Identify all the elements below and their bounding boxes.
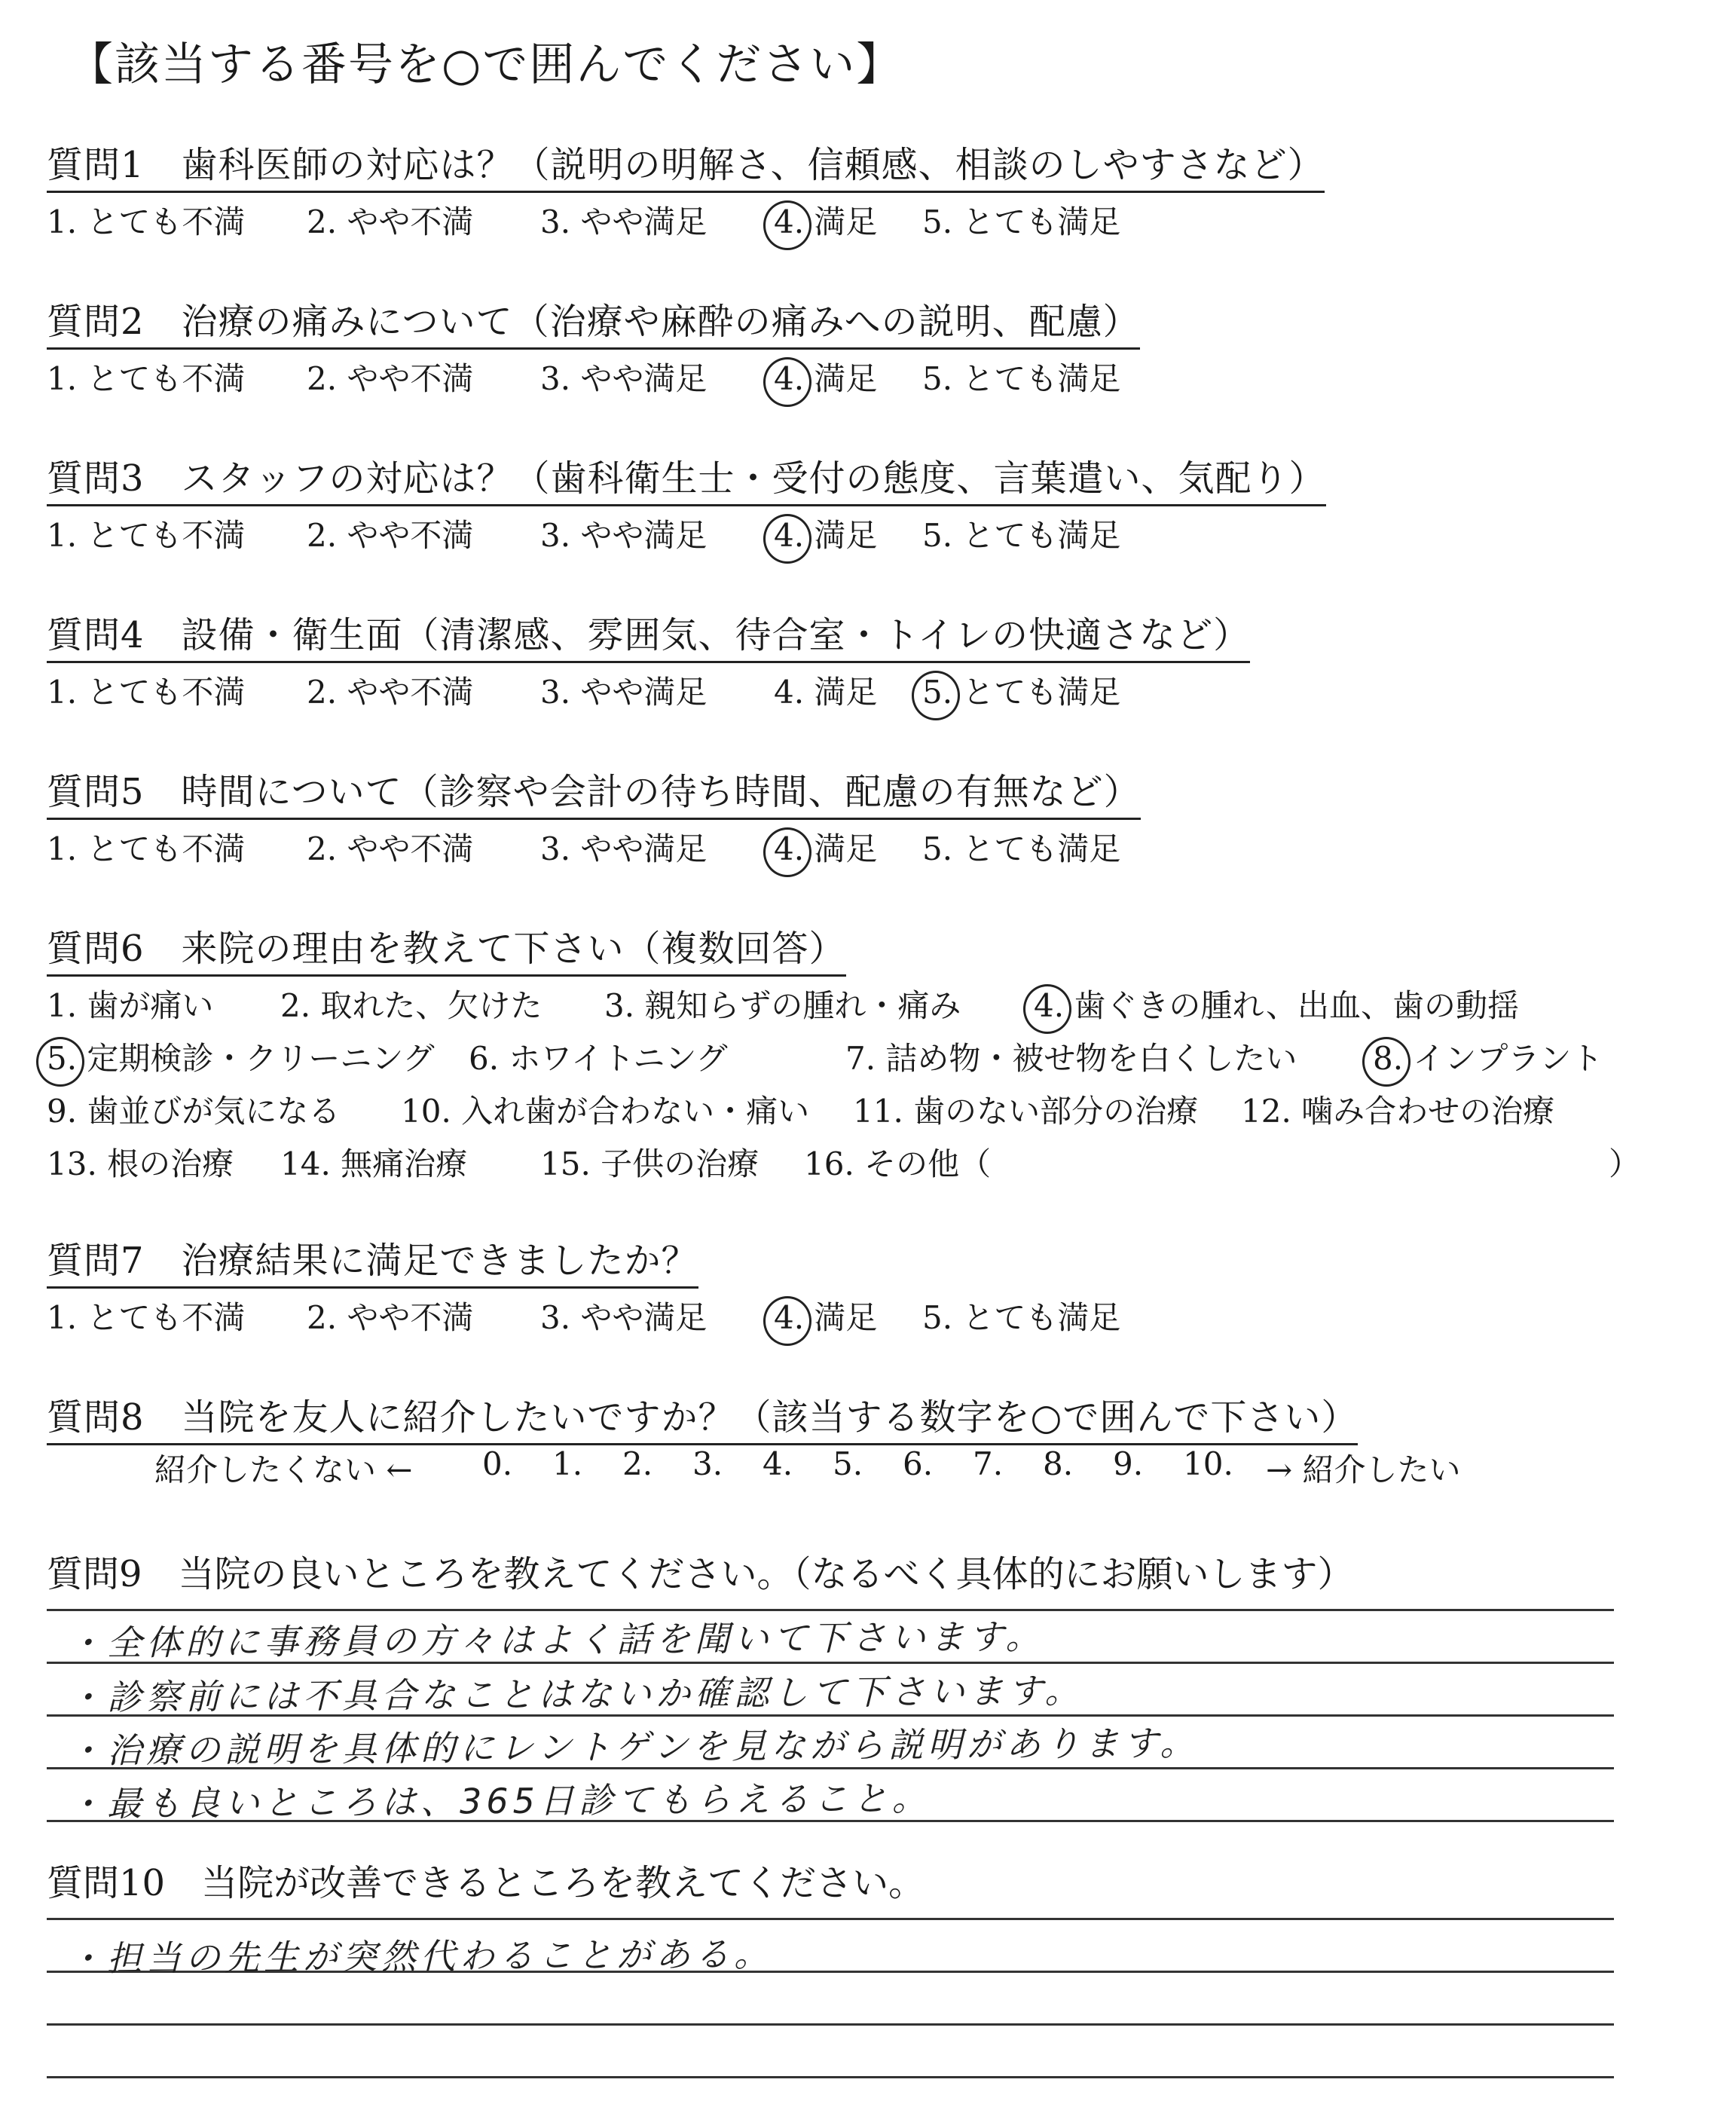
option-number: 5. <box>47 1040 78 1077</box>
q1-option-1[interactable] <box>47 197 245 243</box>
option-label: やや不満 <box>337 1299 474 1336</box>
option-label: 根の治療 <box>96 1145 234 1182</box>
recommend-right-label: → 紹介したい <box>1266 1451 1461 1488</box>
option-label: 歯並びが気になる <box>77 1093 341 1130</box>
q6-option-13[interactable] <box>47 1139 234 1185</box>
option-number: 13. <box>47 1145 97 1182</box>
q2-option-3[interactable] <box>540 354 707 399</box>
option-number: 4. <box>774 674 805 711</box>
answer-line <box>47 2023 1614 2026</box>
q6-option-14[interactable] <box>280 1139 467 1185</box>
option-number: 2. <box>307 360 338 397</box>
other-close-paren: ） <box>1609 1145 1641 1182</box>
q6-option-5[interactable] <box>47 1034 435 1079</box>
option-number: 3. <box>540 517 571 554</box>
question-4-title: 質問4 設備・衛生面（清潔感、雰囲気、待合室・トイレの快適さなど） <box>47 606 1250 663</box>
option-label: とても不満 <box>77 1299 246 1336</box>
q2-option-5[interactable] <box>922 354 1120 399</box>
option-number: 16. <box>804 1145 854 1182</box>
option-number: 2. <box>307 674 338 711</box>
option-label: 詰め物・被せ物を白くしたい <box>876 1040 1297 1077</box>
option-number: 3. <box>540 1299 571 1336</box>
q6-option-6[interactable] <box>469 1034 728 1079</box>
q2-option-1[interactable] <box>47 354 245 399</box>
recommend-score-3[interactable]: 3. <box>692 1445 723 1482</box>
question-8-title: 質問8 当院を友人に紹介したいですか？（該当する数字を○で囲んで下さい） <box>47 1388 1358 1445</box>
q1-option-4[interactable] <box>774 197 877 243</box>
option-number: 2. <box>307 203 338 240</box>
option-number: 2. <box>307 517 338 554</box>
option-label: とても不満 <box>77 360 246 397</box>
option-label: 取れた、欠けた <box>310 987 542 1024</box>
option-number: 1. <box>47 517 78 554</box>
recommend-score-2[interactable]: 2. <box>622 1445 653 1482</box>
option-number: 4. <box>774 203 805 240</box>
option-number: 3. <box>540 830 571 867</box>
option-label: とても不満 <box>77 674 246 711</box>
option-number: 5. <box>922 830 953 867</box>
option-label: 噛み合わせの治療 <box>1291 1093 1555 1130</box>
question-3-title: 質問3 スタッフの対応は？（歯科衛生士・受付の態度、言葉遣い、気配り） <box>47 449 1326 506</box>
option-number: 7. <box>845 1040 876 1077</box>
recommend-score-9[interactable]: 9. <box>1113 1445 1144 1482</box>
question-5-title: 質問5 時間について（診察や会計の待ち時間、配慮の有無など） <box>47 763 1141 820</box>
recommend-left-label: 紹介したくない ← <box>154 1451 413 1488</box>
q6-option-3[interactable] <box>604 981 961 1026</box>
q7-option-2[interactable] <box>307 1293 473 1338</box>
option-label: やや不満 <box>337 360 474 397</box>
option-label: 満足 <box>804 517 878 554</box>
option-label: 定期検診・クリーニング <box>77 1040 435 1077</box>
q1-option-3[interactable] <box>540 197 707 243</box>
option-label: やや満足 <box>570 203 708 240</box>
q6-option-12[interactable] <box>1241 1087 1554 1132</box>
option-label: とても満足 <box>952 830 1121 867</box>
q7-option-4[interactable] <box>774 1293 877 1338</box>
option-label: とても不満 <box>77 830 246 867</box>
option-label: とても満足 <box>952 360 1121 397</box>
option-number: 8. <box>1373 1040 1404 1077</box>
option-number: 5. <box>922 203 953 240</box>
q6-option-15[interactable] <box>540 1139 759 1185</box>
question-9-title: 質問9 当院の良いところを教えてください。（なるべく具体的にお願いします） <box>47 1553 1354 1595</box>
option-number: 1. <box>47 203 78 240</box>
recommend-score-0[interactable]: 0. <box>482 1445 513 1482</box>
option-number: 4. <box>774 360 805 397</box>
option-label: 満足 <box>804 203 878 240</box>
option-label: とても満足 <box>952 1299 1121 1336</box>
option-number: 10. <box>401 1093 451 1130</box>
option-number: 1. <box>47 674 78 711</box>
option-label: とても不満 <box>77 203 246 240</box>
option-number: 3. <box>540 203 571 240</box>
option-label: 子供の治療 <box>590 1145 760 1182</box>
option-label: 歯が痛い <box>77 987 214 1024</box>
option-label: やや満足 <box>570 360 708 397</box>
option-number: 9. <box>47 1093 78 1130</box>
recommend-score-1[interactable]: 1. <box>552 1445 583 1482</box>
option-number: 4. <box>1034 987 1065 1024</box>
question-1-title: 質問1 歯科医師の対応は？（説明の明解さ、信頼感、相談のしやすさなど） <box>47 136 1325 193</box>
option-label: とても満足 <box>952 517 1121 554</box>
option-label: とても満足 <box>952 203 1121 240</box>
question-10-title: 質問10 当院が改善できるところを教えてください。 <box>47 1862 925 1904</box>
option-number: 14. <box>280 1145 331 1182</box>
good-point-4: ・最も良いところは、365日診てもらえること。 <box>67 1778 932 1824</box>
option-number: 3. <box>540 674 571 711</box>
option-number: 3. <box>540 360 571 397</box>
option-number: 2. <box>280 987 311 1024</box>
option-label: とても満足 <box>952 674 1121 711</box>
option-label: やや不満 <box>337 517 474 554</box>
recommend-score-7[interactable]: 7. <box>973 1445 1004 1482</box>
q1-option-2[interactable] <box>307 197 473 243</box>
good-point-1: ・全体的に事務員の方々はよく話を聞いて下さいます。 <box>67 1616 1045 1664</box>
q7-option-1[interactable] <box>47 1293 245 1338</box>
recommend-score-4[interactable]: 4. <box>763 1445 793 1482</box>
option-number: 6. <box>469 1040 500 1077</box>
q5-option-3[interactable] <box>540 824 707 870</box>
option-number: 1. <box>47 830 78 867</box>
recommend-score-8[interactable]: 8. <box>1043 1445 1074 1482</box>
q3-option-5[interactable] <box>922 511 1120 556</box>
option-label: やや満足 <box>570 1299 708 1336</box>
q3-option-2[interactable] <box>307 511 473 556</box>
q5-option-5[interactable] <box>922 824 1120 870</box>
good-point-3: ・治療の説明を具体的にレントゲンを見ながら説明があります。 <box>67 1722 1200 1772</box>
question-7-title: 質問7 治療結果に満足できましたか？ <box>47 1231 698 1289</box>
option-number: 11. <box>853 1093 903 1130</box>
option-label: やや満足 <box>570 674 708 711</box>
improvement-point-1: ・担当の先生が突然代わることがある。 <box>67 1933 774 1980</box>
option-number: 2. <box>307 1299 338 1336</box>
option-number: 5. <box>922 517 953 554</box>
option-label: 満足 <box>804 1299 878 1336</box>
recommend-score-6[interactable]: 6. <box>903 1445 934 1482</box>
question-2-title: 質問2 治療の痛みについて（治療や麻酔の痛みへの説明、配慮） <box>47 292 1140 350</box>
q6-option-9[interactable] <box>47 1087 340 1132</box>
option-number: 1. <box>47 987 78 1024</box>
q3-option-4[interactable] <box>774 511 877 556</box>
option-label: 入れ歯が合わない・痛い <box>451 1093 810 1130</box>
q7-option-3[interactable] <box>540 1293 707 1338</box>
option-label: 歯ぐきの腫れ、出血、歯の動揺 <box>1064 987 1519 1024</box>
option-label: 満足 <box>804 674 878 711</box>
q5-option-2[interactable] <box>307 824 473 870</box>
option-label: 満足 <box>804 360 878 397</box>
option-label: やや不満 <box>337 830 474 867</box>
q6-option-8[interactable] <box>1373 1034 1603 1079</box>
question-6-title: 質問6 来院の理由を教えて下さい（複数回答） <box>47 919 846 977</box>
option-label: やや不満 <box>337 674 474 711</box>
option-number: 4. <box>774 1299 805 1336</box>
q3-option-1[interactable] <box>47 511 245 556</box>
option-label: やや満足 <box>570 517 708 554</box>
q1-option-5[interactable] <box>922 197 1120 243</box>
q6-option-4[interactable] <box>1034 981 1519 1026</box>
option-number: 5. <box>922 674 953 711</box>
q7-option-5[interactable] <box>922 1293 1120 1338</box>
option-label: 親知らずの腫れ・痛み <box>634 987 961 1024</box>
q2-option-4[interactable] <box>774 354 877 399</box>
q6-option-10[interactable] <box>401 1087 809 1132</box>
q5-option-4[interactable] <box>774 824 877 870</box>
option-number: 12. <box>1241 1093 1291 1130</box>
q2-option-2[interactable] <box>307 354 473 399</box>
good-point-2: ・診察前には不具合なことはないか確認して下さいます。 <box>67 1670 1084 1718</box>
q6-option-16[interactable] <box>804 1139 991 1185</box>
q4-option-3[interactable] <box>540 668 707 713</box>
q4-option-4[interactable] <box>774 668 877 713</box>
option-label: ホワイトニング <box>499 1040 728 1077</box>
option-label: 歯のない部分の治療 <box>903 1093 1199 1130</box>
q4-option-1[interactable] <box>47 668 245 713</box>
recommend-score-5[interactable]: 5. <box>833 1445 863 1482</box>
option-label: とても不満 <box>77 517 246 554</box>
option-label: 無痛治療 <box>330 1145 468 1182</box>
option-number: 2. <box>307 830 338 867</box>
q6-option-11[interactable] <box>853 1087 1198 1132</box>
q6-option-2[interactable] <box>280 981 542 1026</box>
option-number: 1. <box>47 1299 78 1336</box>
form-header: 【該当する番号を○で囲んでください】 <box>68 38 903 91</box>
option-number: 5. <box>922 360 953 397</box>
q3-option-3[interactable] <box>540 511 707 556</box>
q5-option-1[interactable] <box>47 824 245 870</box>
option-label: やや不満 <box>337 203 474 240</box>
option-number: 5. <box>922 1299 953 1336</box>
q6-option-1[interactable] <box>47 981 213 1026</box>
q6-option-7[interactable] <box>845 1034 1297 1079</box>
q4-option-2[interactable] <box>307 668 473 713</box>
option-number: 1. <box>47 360 78 397</box>
q4-option-5[interactable] <box>922 668 1120 713</box>
answer-line <box>47 2076 1614 2078</box>
option-label: 満足 <box>804 830 878 867</box>
option-number: 3. <box>604 987 635 1024</box>
option-label: やや満足 <box>570 830 708 867</box>
option-number: 4. <box>774 517 805 554</box>
option-number: 15. <box>540 1145 591 1182</box>
option-label: その他（ <box>854 1145 992 1182</box>
option-label: インプラント <box>1403 1040 1603 1077</box>
answer-line <box>47 1918 1614 1920</box>
recommend-score-10[interactable]: 10. <box>1183 1445 1233 1482</box>
option-number: 4. <box>774 830 805 867</box>
